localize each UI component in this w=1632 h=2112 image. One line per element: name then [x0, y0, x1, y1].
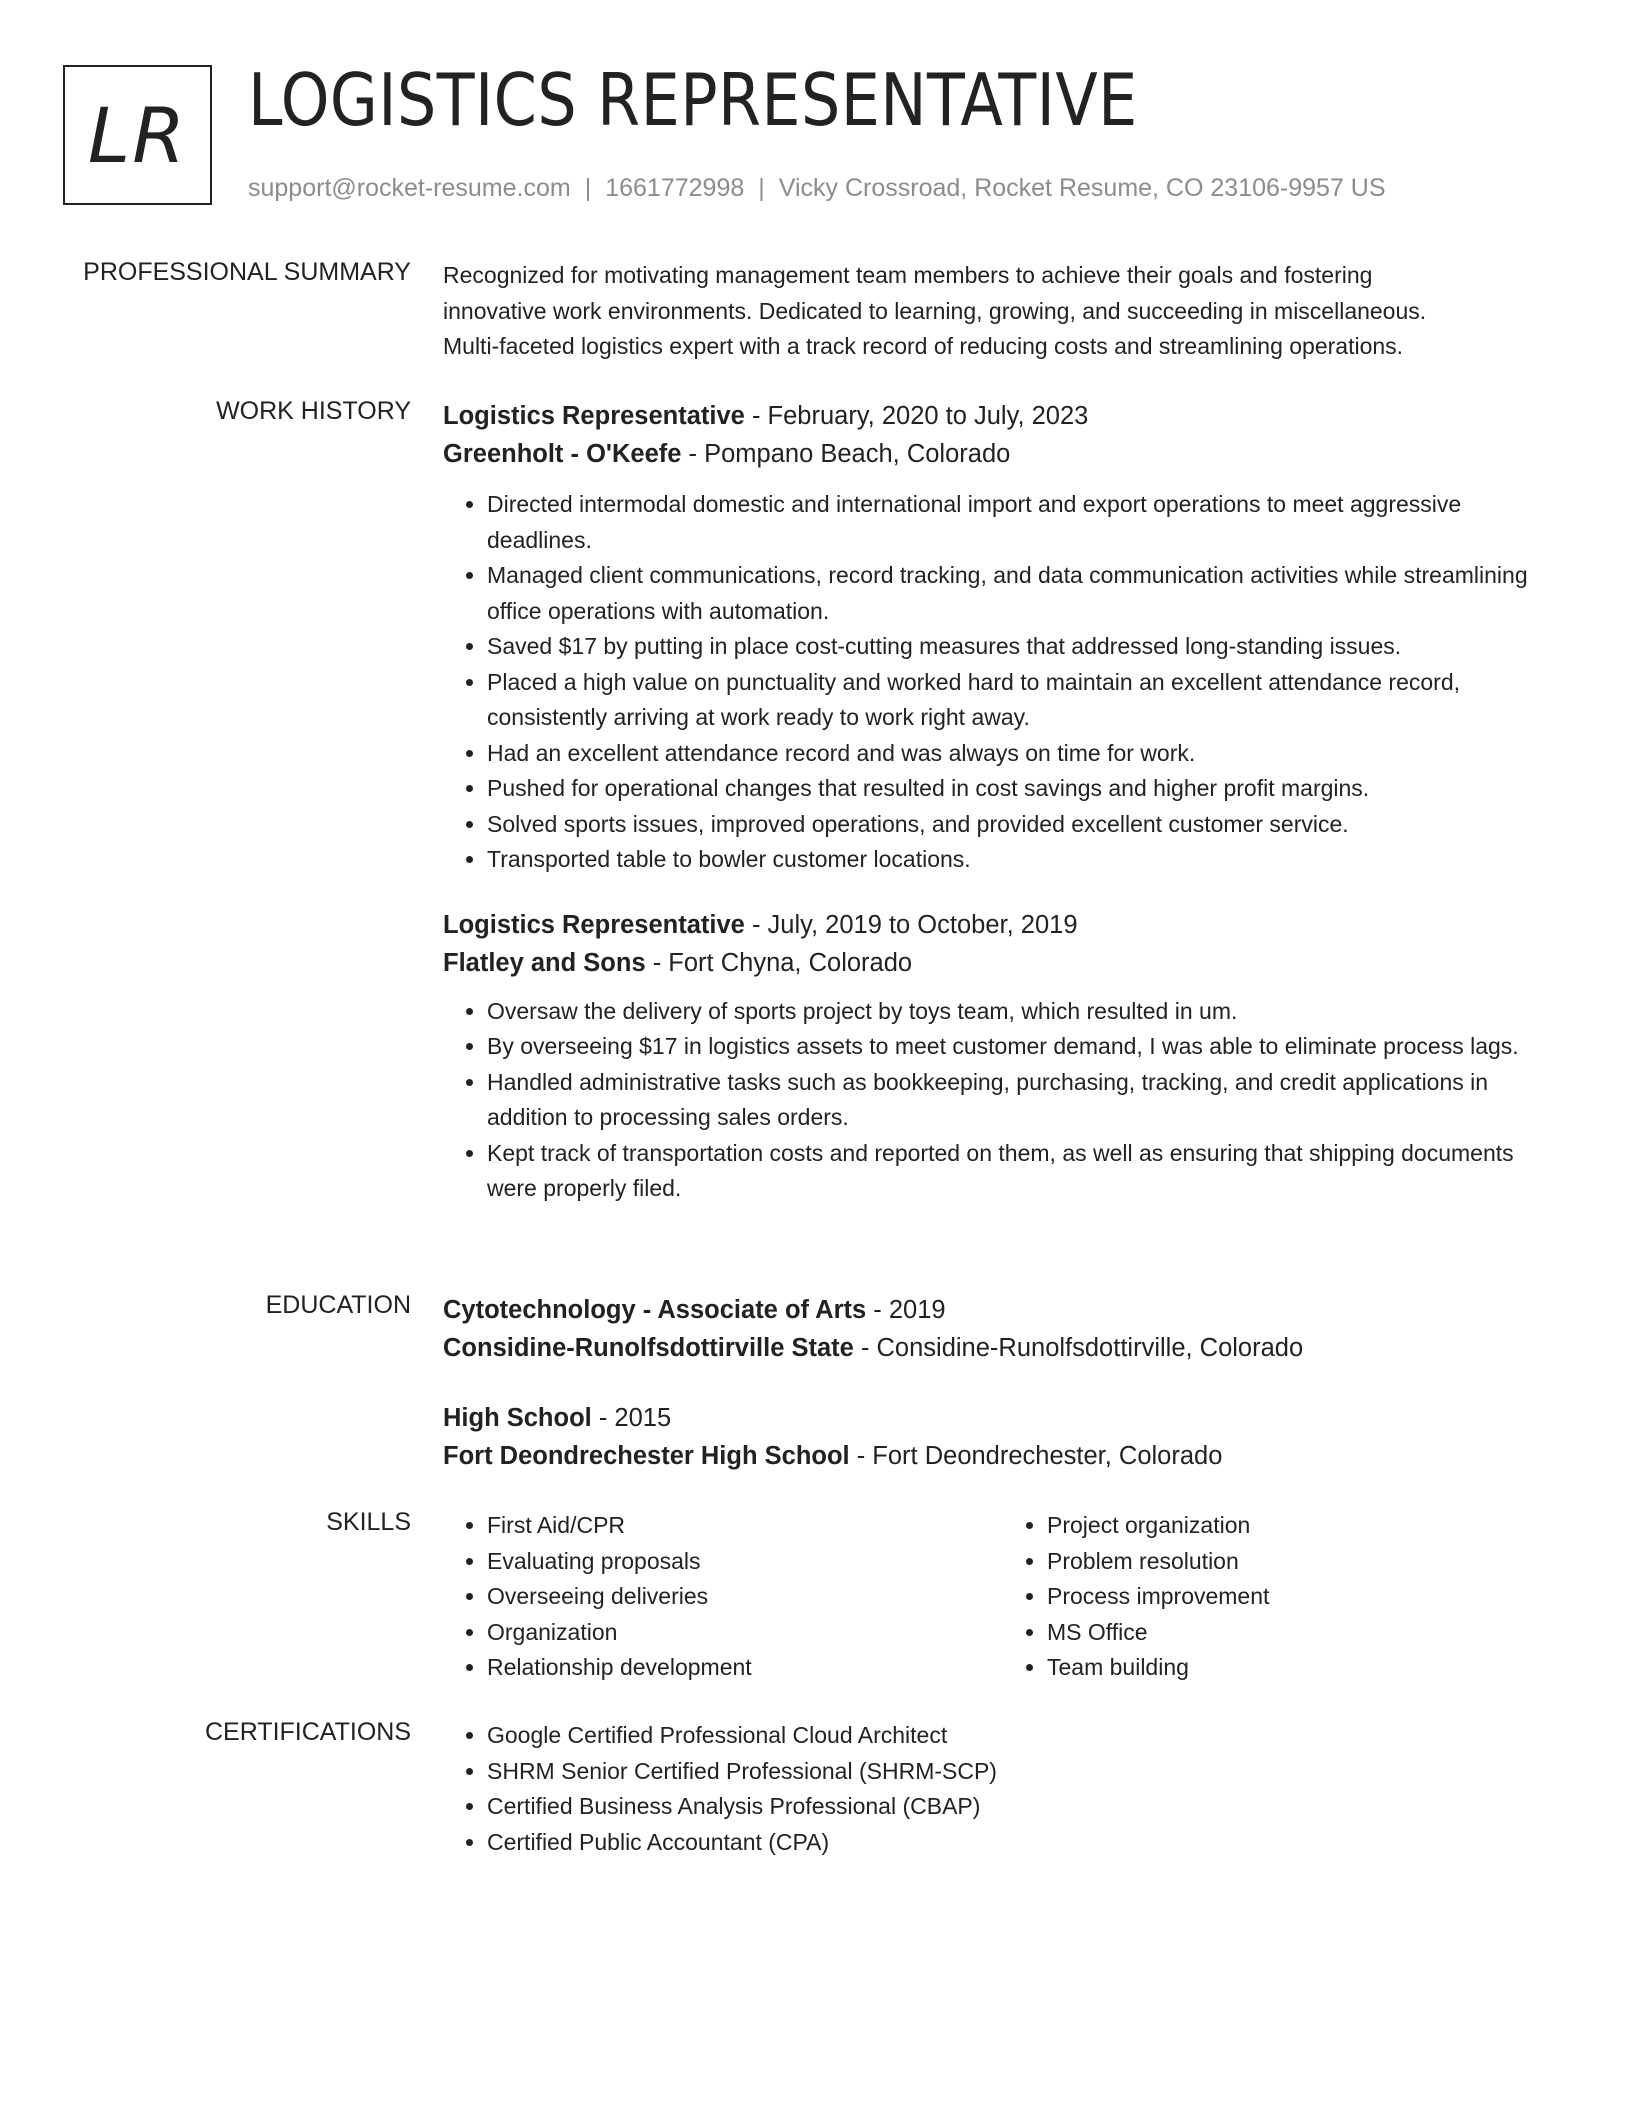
- section-label-skills: SKILLS: [326, 1508, 411, 1536]
- job-title: Logistics Representative: [443, 402, 745, 430]
- summary-line: innovative work environments. Dedicated to learning, growing, and succeeding in miscellaneous.: [443, 297, 1427, 324]
- skill-item: • Evaluating proposals: [487, 1544, 1003, 1580]
- school-location: - Fort Deondrechester, Colorado: [849, 1442, 1223, 1470]
- contact-address: Vicky Crossroad, Rocket Resume, CO 23106-9957 US: [778, 174, 1386, 202]
- skills-column-left: [443, 1508, 1003, 1686]
- job-bullet: • Saved $17 by putting in place cost-cutting measures that addressed long-standing issues.: [487, 629, 1563, 665]
- skills-grid: [443, 1508, 1563, 1686]
- job-dates: - July, 2019 to October, 2019: [744, 910, 1078, 939]
- job-bullet: • Managed client communications, record tracking, and data communication activities while streamlining office operations with automation.: [487, 558, 1563, 629]
- resume-title: LOGISTICS REPRESENTATIVE: [248, 58, 1138, 142]
- job-title-line: [443, 397, 1563, 435]
- skill-item: • Project organization: [1047, 1508, 1563, 1544]
- education-entry: [443, 1399, 1563, 1475]
- contact-line: [248, 174, 1386, 203]
- school-line: [443, 1329, 1563, 1367]
- degree: Cytotechnology - Associate of Arts: [443, 1296, 867, 1324]
- education-entry: [443, 1291, 1563, 1367]
- job-bullet: • Oversaw the delivery of sports project by toys team, which resulted in um.: [487, 994, 1563, 1030]
- job-bullets: [443, 487, 1563, 878]
- job-bullet: • By overseeing $17 in logistics assets to meet customer demand, I was able to eliminate process lags.: [487, 1029, 1563, 1065]
- job-bullet: • Transported table to bowler customer locations.: [487, 842, 1563, 878]
- certification-bullets: [443, 1718, 1563, 1860]
- certification-item: • Certified Business Analysis Professional (CBAP): [487, 1789, 1563, 1825]
- monogram-badge: [63, 65, 212, 205]
- skill-item: • First Aid/CPR: [487, 1508, 1003, 1544]
- contact-email[interactable]: support@rocket-resume.com: [248, 174, 571, 202]
- monogram-text: LR: [87, 90, 188, 180]
- job-bullet: • Pushed for operational changes that resulted in cost savings and higher profit margins.: [487, 771, 1563, 807]
- job-entry: [443, 906, 1563, 1207]
- job-company: Greenholt - O'Keefe: [443, 440, 682, 468]
- skill-item: • Organization: [487, 1615, 1003, 1651]
- job-title-line: [443, 906, 1563, 944]
- job-bullet: • Directed intermodal domestic and international import and export operations to meet aggressive deadlines.: [487, 487, 1563, 558]
- work-entries: [443, 397, 1563, 1207]
- degree-line: [443, 1291, 1563, 1329]
- certification-item: • SHRM Senior Certified Professional (SHRM-SCP): [487, 1754, 1563, 1790]
- summary-text: [443, 258, 1563, 365]
- job-dates: - February, 2020 to July, 2023: [744, 402, 1089, 430]
- degree-year: - 2015: [591, 1404, 672, 1432]
- job-bullet: • Placed a high value on punctuality and worked hard to maintain an excellent attendance record, consistently arriving at work ready to work right away.: [487, 665, 1563, 736]
- contact-phone[interactable]: 1661772998: [605, 174, 745, 202]
- section-label-certifications: CERTIFICATIONS: [204, 1718, 411, 1746]
- certification-item: • Google Certified Professional Cloud Architect: [487, 1718, 1563, 1754]
- summary-line: Multi-faceted logistics expert with a track record of reducing costs and streamlining operations.: [443, 333, 1404, 359]
- job-bullet: • Handled administrative tasks such as bookkeeping, purchasing, tracking, and credit applications in addition to processing sales orders.: [487, 1065, 1563, 1136]
- job-location: - Fort Chyna, Colorado: [645, 948, 913, 977]
- job-entry: [443, 397, 1563, 878]
- education-entries: [443, 1291, 1563, 1475]
- job-bullet: • Solved sports issues, improved operations, and provided excellent customer service.: [487, 807, 1563, 843]
- degree-line: [443, 1399, 1563, 1437]
- separator: |: [758, 174, 765, 202]
- skill-item: • MS Office: [1047, 1615, 1563, 1651]
- skills-list: [443, 1508, 1563, 1686]
- separator: |: [584, 174, 592, 202]
- skill-item: • Process improvement: [1047, 1579, 1563, 1615]
- job-company-line: [443, 944, 1563, 982]
- school: Fort Deondrechester High School: [443, 1442, 850, 1470]
- skills-column-right: [1003, 1508, 1563, 1686]
- section-label-summary: PROFESSIONAL SUMMARY: [83, 258, 411, 286]
- skill-item: • Overseeing deliveries: [487, 1579, 1003, 1615]
- degree: High School: [443, 1404, 592, 1432]
- summary-line: Recognized for motivating management team members to achieve their goals and fostering: [443, 262, 1373, 288]
- school-line: [443, 1437, 1563, 1475]
- certifications-list: [443, 1718, 1563, 1860]
- school-location: - Considine-Runolfsdottirville, Colorado: [853, 1334, 1304, 1362]
- skill-item: • Problem resolution: [1047, 1544, 1563, 1580]
- school: Considine-Runolfsdottirville State: [443, 1334, 854, 1362]
- degree-year: - 2019: [866, 1296, 946, 1324]
- job-company-line: [443, 435, 1563, 473]
- skill-item: • Team building: [1047, 1650, 1563, 1686]
- job-company: Flatley and Sons: [443, 948, 646, 977]
- job-location: - Pompano Beach, Colorado: [681, 440, 1011, 468]
- section-label-work: WORK HISTORY: [216, 397, 411, 425]
- certification-item: • Certified Public Accountant (CPA): [487, 1825, 1563, 1861]
- job-bullet: • Had an excellent attendance record and was always on time for work.: [487, 736, 1563, 772]
- job-title: Logistics Representative: [443, 910, 745, 939]
- skill-item: • Relationship development: [487, 1650, 1003, 1686]
- section-label-education: EDUCATION: [265, 1291, 411, 1319]
- job-bullet: • Kept track of transportation costs and reported on them, as well as ensuring that shipping documents were properly filed.: [487, 1136, 1563, 1207]
- job-bullets: [443, 994, 1563, 1207]
